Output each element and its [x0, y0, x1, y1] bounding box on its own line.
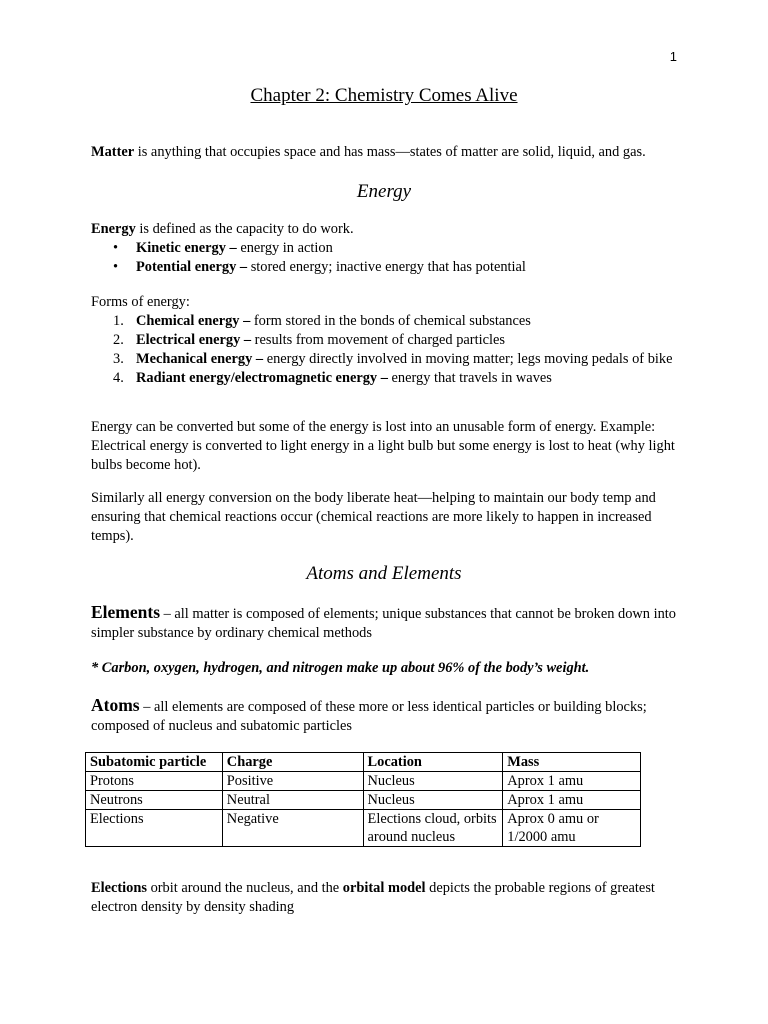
list-number: 1.: [113, 313, 124, 329]
table-cell: Elections: [86, 810, 223, 847]
form-text: energy that travels in waves: [387, 370, 552, 386]
forms-intro: Forms of energy:: [91, 294, 190, 310]
orbital-text-1: orbit around the nucleus, and the: [146, 880, 343, 896]
elements-paragraph: [91, 603, 681, 643]
form-term: Chemical energy –: [136, 313, 251, 329]
form-text: form stored in the bonds of chemical substances: [250, 313, 531, 329]
table-cell: Elections cloud, orbits around nucleus: [363, 810, 503, 847]
page-number: 1: [669, 49, 677, 64]
energy-definition-text: is defined as the capacity to do work.: [135, 221, 354, 237]
elements-term: Elements: [91, 602, 161, 622]
page-title: Chapter 2: Chemistry Comes Alive: [250, 85, 518, 106]
table-row: [86, 772, 641, 791]
table-row: [86, 791, 641, 810]
matter-term: Matter: [91, 144, 135, 160]
subatomic-particles-table: [85, 752, 641, 847]
table-cell: Protons: [86, 772, 223, 791]
column-header: Charge: [222, 753, 363, 772]
atoms-text: – all elements are composed of these more or less identical particles or building blocks; composed of nucleus and subatomic particles: [91, 699, 647, 734]
atoms-elements-heading: Atoms and Elements: [306, 563, 462, 584]
form-text: results from movement of charged particles: [251, 332, 505, 348]
electrons-term: Elections: [91, 880, 147, 896]
list-item: [113, 350, 673, 369]
matter-paragraph: [91, 143, 681, 162]
bullet-term: Potential energy –: [136, 259, 248, 275]
orbital-text-2: depicts the probable regions of greatest electron density by density shading: [91, 880, 655, 915]
energy-definition: [91, 220, 681, 239]
list-item: [113, 258, 673, 277]
list-number: 2.: [113, 332, 124, 348]
list-item: [113, 369, 673, 388]
form-text: energy directly involved in moving matter; legs moving pedals of bike: [263, 351, 673, 367]
bullet-text: energy in action: [236, 240, 333, 256]
energy-conversion-paragraph: Energy can be converted but some of the energy is lost into an unusable form of energy. Example: Electrical energy is converted to light energy in a light bulb but some energy is lost to heat (why light bulbs become hot).: [91, 419, 675, 473]
bullet-text: stored energy; inactive energy that has potential: [247, 259, 526, 275]
table-cell: Positive: [222, 772, 363, 791]
table-cell: Aprox 1 amu: [503, 772, 641, 791]
table-row: [86, 810, 641, 847]
orbital-model-term: orbital model: [342, 880, 426, 896]
form-term: Radiant energy/electromagnetic energy –: [136, 370, 388, 386]
form-term: Electrical energy –: [136, 332, 252, 348]
atoms-paragraph: [91, 696, 681, 736]
table-header-row: [86, 753, 641, 772]
energy-heading: Energy: [356, 181, 412, 202]
orbital-model-paragraph: [91, 879, 681, 917]
matter-text: is anything that occupies space and has mass—states of matter are solid, liquid, and gas.: [134, 144, 646, 160]
table-cell: Aprox 1 amu: [503, 791, 641, 810]
table-cell: Neutrons: [86, 791, 223, 810]
body-weight-note: * Carbon, oxygen, hydrogen, and nitrogen make up about 96% of the body’s weight.: [91, 660, 590, 676]
energy-forms-list: [113, 312, 673, 388]
list-item: [113, 331, 673, 350]
table-cell: Nucleus: [363, 772, 503, 791]
form-term: Mechanical energy –: [136, 351, 264, 367]
atoms-term: Atoms: [91, 695, 140, 715]
list-number: 3.: [113, 351, 124, 367]
body-heat-paragraph: Similarly all energy conversion on the body liberate heat—helping to maintain our body temp and ensuring that chemical reactions occur (chemical reactions are more likely to happen in increased temps).: [91, 490, 656, 544]
table-cell: Neutral: [222, 791, 363, 810]
table-cell: Negative: [222, 810, 363, 847]
list-number: 4.: [113, 370, 124, 386]
energy-definition-term: Energy: [91, 221, 136, 237]
table-cell: Nucleus: [363, 791, 503, 810]
energy-types-list: [113, 239, 673, 277]
table-cell: Aprox 0 amu or 1/2000 amu: [503, 810, 641, 847]
list-item: [113, 239, 673, 258]
bullet-term: Kinetic energy –: [136, 240, 237, 256]
elements-text: – all matter is composed of elements; unique substances that cannot be broken down into simpler substance by ordinary chemical methods: [91, 606, 676, 641]
column-header: Subatomic particle: [86, 753, 223, 772]
list-item: [113, 312, 673, 331]
column-header: Mass: [503, 753, 641, 772]
column-header: Location: [363, 753, 503, 772]
